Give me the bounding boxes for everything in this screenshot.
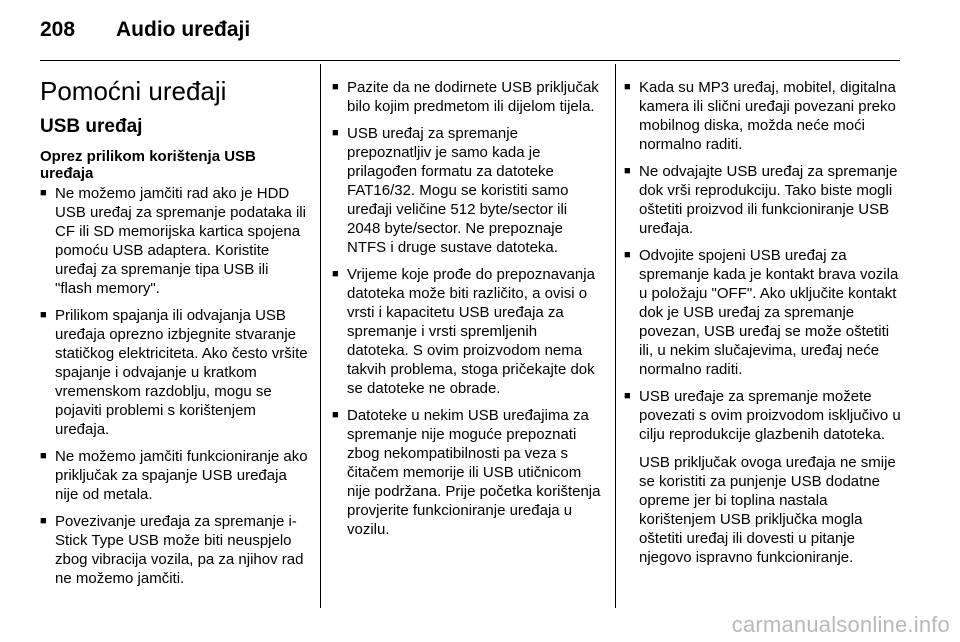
column-divider [320,64,321,608]
subsection-title: USB uređaj [40,116,143,137]
watermark: carmanualsonline.info [731,612,950,637]
list-item-text: ■ USB uređaje za spremanje možete povezati s ovim proizvodom isključivo u cilju reprodukcije glazbenih datoteka. [639,388,901,443]
page-header [40,18,250,48]
bullet-list [624,78,902,567]
list-item: ■ Ne možemo jamčiti rad ako je HDD USB uređaj za spremanje podataka ili CF ili SD memorijska kartica spojena pomoću USB adaptera. Koristite uređaj za spremanje tipa USB ili "flash memory". [40,184,308,298]
list-item: ■ Prilikom spajanja ili odvajanja USB uređaja oprezno izbjegnite stvaranje statičkog elektriciteta. Ako često vršite spajanje i odvajanje u kratkom vremenskom razdoblju, mogu se pojaviti problemi s korištenjem uređaja. [40,306,308,439]
running-title: Audio uređaji [116,18,251,41]
column-1 [40,76,308,596]
list-item: ■ Kada su MP3 uređaj, mobitel, digitalna kamera ili slični uređaji povezani preko mobilnog diska, možda neće moći normalno raditi. [624,78,902,154]
bullet-list [40,184,308,588]
list-item-continuation: USB priključak ovoga uređaja ne smije se koristiti za punjenje USB dodatne opreme jer bi toplina nastala korištenjem USB priključka mogla oštetiti uređaj ili dovesti u pitanje njegovo ispravno funkcioniranje. [639,454,896,566]
list-item: ■ Ne možemo jamčiti funkcioniranje ako priključak za spajanje USB uređaja nije od metala. [40,447,308,504]
column-3 [624,78,902,575]
header-rule [40,60,900,61]
list-item: ■ Ne odvajajte USB uređaj za spremanje dok vrši reprodukciju. Tako biste mogli oštetiti proizvod ili funkcioniranje USB uređaja. [624,162,902,238]
list-item: ■ Pazite da ne dodirnete USB priključak bilo kojim predmetom ili dijelom tijela. [332,78,602,116]
column-2 [332,78,602,547]
bullet-list [332,78,602,539]
column-divider [615,64,616,608]
list-item: ■ Povezivanje uređaja za spremanje i-Stick Type USB može biti neuspjelo zbog vibracija vozila, pa za njihov rad ne možemo jamčiti. [40,512,308,588]
list-item [624,387,902,567]
list-item: ■ Datoteke u nekim USB uređajima za spremanje nije moguće prepoznati zbog nekompatibilnosti pa veza s čitačem memorije ili USB utičnicom nije podržana. Prije početka korištenja provjerite funkcioniranje uređaja u vozilu. [332,406,602,539]
list-item: ■ Odvojite spojeni USB uređaj za spremanje kada je kontakt brava vozila u položaju "OFF". Ako uključite kontakt dok je USB uređaj za spremanje povezan, USB uređaj se može oštetiti ili, u nekim slučajevima, uređaj neće normalno raditi. [624,246,902,379]
section-title: Pomoćni uređaji [40,76,227,106]
list-item: ■ Vrijeme koje prođe do prepoznavanja datoteka može biti različito, a ovisi o vrsti i kapacitetu USB uređaja za spremanje i vrsti spremljenih datoteka. S ovim proizvodom nema takvih problema, stoga pričekajte dok se datoteke ne obrade. [332,265,602,398]
list-item: ■ USB uređaj za spremanje prepoznatljiv je samo kada je prilagođen formatu za datoteke FAT16/32. Mogu se koristiti samo uređaji veličine 512 byte/sector ili 2048 byte/sector. Ne prepoznaje NTFS i druge sustave datoteka. [332,124,602,257]
caution-heading: Oprez prilikom korištenja USB uređaja [40,148,256,182]
page-number: 208 [40,18,76,41]
